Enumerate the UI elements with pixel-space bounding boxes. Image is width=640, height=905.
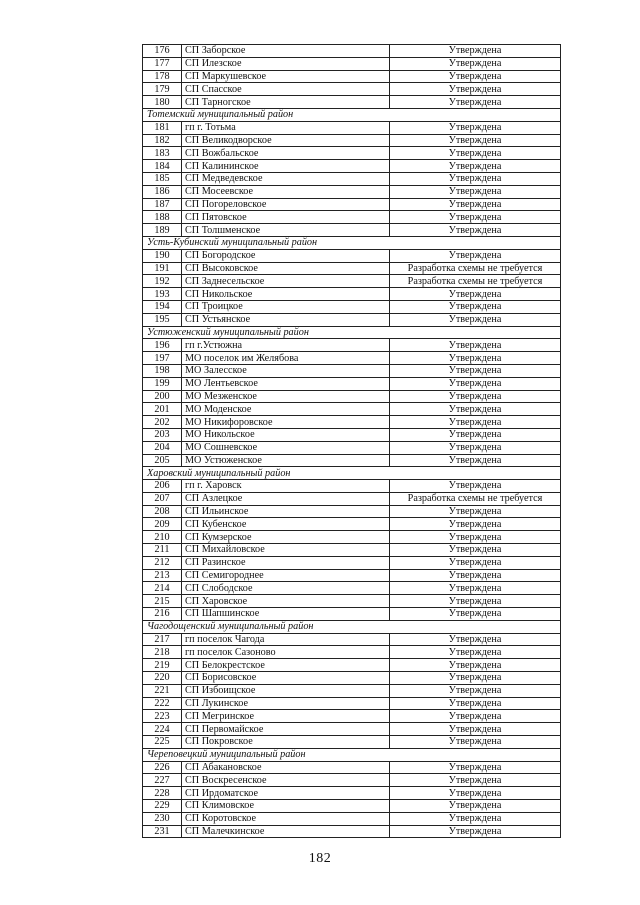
table-row bbox=[143, 185, 561, 198]
status-cell: Утверждена bbox=[390, 454, 561, 467]
settlement-name-cell: СП Спасское bbox=[182, 83, 390, 96]
status-cell: Утверждена bbox=[390, 185, 561, 198]
table-row bbox=[143, 224, 561, 237]
settlement-name-cell: СП Покровское bbox=[182, 736, 390, 749]
row-number-cell: 185 bbox=[143, 172, 182, 185]
row-number-cell: 210 bbox=[143, 531, 182, 544]
row-number-cell: 202 bbox=[143, 416, 182, 429]
row-number-cell: 192 bbox=[143, 275, 182, 288]
settlement-name-cell: СП Илезское bbox=[182, 57, 390, 70]
table-row bbox=[143, 70, 561, 83]
row-number-cell: 207 bbox=[143, 492, 182, 505]
table-row bbox=[143, 288, 561, 301]
table-row bbox=[143, 544, 561, 557]
table-row bbox=[143, 403, 561, 416]
settlement-name-cell: МО Лентьевское bbox=[182, 377, 390, 390]
table-row bbox=[143, 646, 561, 659]
table-row bbox=[143, 812, 561, 825]
settlement-name-cell: СП Коротовское bbox=[182, 812, 390, 825]
settlement-name-cell: СП Тарногское bbox=[182, 96, 390, 109]
status-cell: Утверждена bbox=[390, 633, 561, 646]
settlement-name-cell: СП Климовское bbox=[182, 800, 390, 813]
status-cell: Утверждена bbox=[390, 134, 561, 147]
settlement-name-cell: МО Залесское bbox=[182, 364, 390, 377]
district-title: Устюженский муниципальный район bbox=[143, 326, 561, 339]
table-row bbox=[143, 147, 561, 160]
status-cell: Утверждена bbox=[390, 723, 561, 736]
status-cell: Утверждена bbox=[390, 339, 561, 352]
table-row bbox=[143, 313, 561, 326]
settlement-name-cell: СП Высоковское bbox=[182, 262, 390, 275]
settlement-name-cell: МО Никифоровское bbox=[182, 416, 390, 429]
table-row bbox=[143, 249, 561, 262]
settlement-name-cell: СП Великодворское bbox=[182, 134, 390, 147]
settlement-name-cell: СП Первомайское bbox=[182, 723, 390, 736]
table-row bbox=[143, 262, 561, 275]
status-cell: Утверждена bbox=[390, 211, 561, 224]
settlement-name-cell: гп поселок Чагода bbox=[182, 633, 390, 646]
district-header-row bbox=[143, 108, 561, 121]
table-row bbox=[143, 300, 561, 313]
row-number-cell: 201 bbox=[143, 403, 182, 416]
status-cell: Утверждена bbox=[390, 160, 561, 173]
status-cell: Утверждена bbox=[390, 505, 561, 518]
table-row bbox=[143, 761, 561, 774]
status-cell: Утверждена bbox=[390, 428, 561, 441]
status-cell: Утверждена bbox=[390, 569, 561, 582]
table-row bbox=[143, 672, 561, 685]
settlements-table bbox=[142, 44, 561, 838]
district-title: Чагодощенский муниципальный район bbox=[143, 620, 561, 633]
table-row bbox=[143, 569, 561, 582]
settlement-name-cell: СП Шапшинское bbox=[182, 608, 390, 621]
table-row bbox=[143, 364, 561, 377]
row-number-cell: 218 bbox=[143, 646, 182, 659]
settlement-name-cell: СП Заборское bbox=[182, 45, 390, 58]
settlement-name-cell: СП Малечкинское bbox=[182, 825, 390, 838]
settlement-name-cell: СП Маркушевское bbox=[182, 70, 390, 83]
row-number-cell: 231 bbox=[143, 825, 182, 838]
table-row bbox=[143, 633, 561, 646]
row-number-cell: 221 bbox=[143, 684, 182, 697]
row-number-cell: 206 bbox=[143, 480, 182, 493]
table-row bbox=[143, 339, 561, 352]
settlement-name-cell: МО Устюженское bbox=[182, 454, 390, 467]
settlement-name-cell: СП Борисовское bbox=[182, 672, 390, 685]
row-number-cell: 197 bbox=[143, 352, 182, 365]
status-cell: Утверждена bbox=[390, 761, 561, 774]
status-cell: Утверждена bbox=[390, 288, 561, 301]
table-row bbox=[143, 172, 561, 185]
page-number: 182 bbox=[308, 851, 332, 866]
row-number-cell: 228 bbox=[143, 787, 182, 800]
status-cell: Утверждена bbox=[390, 736, 561, 749]
row-number-cell: 198 bbox=[143, 364, 182, 377]
district-header-row bbox=[143, 467, 561, 480]
table-row bbox=[143, 352, 561, 365]
row-number-cell: 199 bbox=[143, 377, 182, 390]
status-cell: Утверждена bbox=[390, 710, 561, 723]
table-row bbox=[143, 480, 561, 493]
row-number-cell: 209 bbox=[143, 518, 182, 531]
status-cell: Утверждена bbox=[390, 518, 561, 531]
status-cell: Утверждена bbox=[390, 595, 561, 608]
district-header-row bbox=[143, 748, 561, 761]
status-cell: Утверждена bbox=[390, 825, 561, 838]
row-number-cell: 183 bbox=[143, 147, 182, 160]
district-header-row bbox=[143, 620, 561, 633]
row-number-cell: 230 bbox=[143, 812, 182, 825]
status-cell: Утверждена bbox=[390, 224, 561, 237]
row-number-cell: 211 bbox=[143, 544, 182, 557]
settlement-name-cell: СП Мегринское bbox=[182, 710, 390, 723]
table-row bbox=[143, 441, 561, 454]
settlement-name-cell: СП Кубенское bbox=[182, 518, 390, 531]
status-cell: Разработка схемы не требуется bbox=[390, 492, 561, 505]
row-number-cell: 187 bbox=[143, 198, 182, 211]
row-number-cell: 214 bbox=[143, 582, 182, 595]
status-cell: Утверждена bbox=[390, 556, 561, 569]
row-number-cell: 193 bbox=[143, 288, 182, 301]
table-row bbox=[143, 454, 561, 467]
settlement-name-cell: СП Ильинское bbox=[182, 505, 390, 518]
row-number-cell: 189 bbox=[143, 224, 182, 237]
row-number-cell: 217 bbox=[143, 633, 182, 646]
district-header-row bbox=[143, 236, 561, 249]
row-number-cell: 208 bbox=[143, 505, 182, 518]
district-title: Харовский муниципальный район bbox=[143, 467, 561, 480]
status-cell: Утверждена bbox=[390, 544, 561, 557]
settlement-name-cell: СП Слободское bbox=[182, 582, 390, 595]
settlement-name-cell: СП Толшменское bbox=[182, 224, 390, 237]
settlement-name-cell: СП Мосеевское bbox=[182, 185, 390, 198]
row-number-cell: 181 bbox=[143, 121, 182, 134]
row-number-cell: 179 bbox=[143, 83, 182, 96]
row-number-cell: 182 bbox=[143, 134, 182, 147]
row-number-cell: 225 bbox=[143, 736, 182, 749]
settlement-name-cell: СП Воскресенское bbox=[182, 774, 390, 787]
row-number-cell: 212 bbox=[143, 556, 182, 569]
settlement-name-cell: СП Вожбальское bbox=[182, 147, 390, 160]
settlement-name-cell: СП Медведевское bbox=[182, 172, 390, 185]
table-row bbox=[143, 416, 561, 429]
row-number-cell: 176 bbox=[143, 45, 182, 58]
table-row bbox=[143, 390, 561, 403]
table-row bbox=[143, 736, 561, 749]
row-number-cell: 222 bbox=[143, 697, 182, 710]
row-number-cell: 194 bbox=[143, 300, 182, 313]
status-cell: Утверждена bbox=[390, 416, 561, 429]
settlement-name-cell: СП Разинское bbox=[182, 556, 390, 569]
row-number-cell: 219 bbox=[143, 659, 182, 672]
row-number-cell: 203 bbox=[143, 428, 182, 441]
row-number-cell: 180 bbox=[143, 96, 182, 109]
status-cell: Утверждена bbox=[390, 800, 561, 813]
status-cell: Утверждена bbox=[390, 377, 561, 390]
table-row bbox=[143, 800, 561, 813]
status-cell: Утверждена bbox=[390, 441, 561, 454]
status-cell: Утверждена bbox=[390, 45, 561, 58]
district-title: Усть-Кубинский муниципальный район bbox=[143, 236, 561, 249]
settlement-name-cell: СП Лукинское bbox=[182, 697, 390, 710]
table-row bbox=[143, 582, 561, 595]
settlement-name-cell: СП Абакановское bbox=[182, 761, 390, 774]
status-cell: Разработка схемы не требуется bbox=[390, 262, 561, 275]
settlement-name-cell: СП Троицкое bbox=[182, 300, 390, 313]
row-number-cell: 229 bbox=[143, 800, 182, 813]
status-cell: Утверждена bbox=[390, 172, 561, 185]
status-cell: Утверждена bbox=[390, 198, 561, 211]
settlement-name-cell: МО Сошневское bbox=[182, 441, 390, 454]
status-cell: Утверждена bbox=[390, 403, 561, 416]
status-cell: Утверждена bbox=[390, 659, 561, 672]
row-number-cell: 196 bbox=[143, 339, 182, 352]
settlement-name-cell: СП Никольское bbox=[182, 288, 390, 301]
status-cell: Утверждена bbox=[390, 147, 561, 160]
table-row bbox=[143, 211, 561, 224]
row-number-cell: 186 bbox=[143, 185, 182, 198]
row-number-cell: 224 bbox=[143, 723, 182, 736]
status-cell: Утверждена bbox=[390, 608, 561, 621]
settlement-name-cell: СП Азлецкое bbox=[182, 492, 390, 505]
table-row bbox=[143, 608, 561, 621]
table-row bbox=[143, 134, 561, 147]
table-row bbox=[143, 160, 561, 173]
settlement-name-cell: СП Калининское bbox=[182, 160, 390, 173]
status-cell: Утверждена bbox=[390, 774, 561, 787]
table-row bbox=[143, 505, 561, 518]
status-cell: Утверждена bbox=[390, 249, 561, 262]
table-row bbox=[143, 723, 561, 736]
settlement-name-cell: МО Никольское bbox=[182, 428, 390, 441]
row-number-cell: 188 bbox=[143, 211, 182, 224]
status-cell: Утверждена bbox=[390, 390, 561, 403]
table-row bbox=[143, 787, 561, 800]
status-cell: Утверждена bbox=[390, 672, 561, 685]
status-cell: Утверждена bbox=[390, 646, 561, 659]
table-row bbox=[143, 595, 561, 608]
district-title: Тотемский муниципальный район bbox=[143, 108, 561, 121]
table-row bbox=[143, 83, 561, 96]
status-cell: Утверждена bbox=[390, 352, 561, 365]
table-row bbox=[143, 45, 561, 58]
district-title: Череповецкий муниципальный район bbox=[143, 748, 561, 761]
table-row bbox=[143, 428, 561, 441]
table-row bbox=[143, 556, 561, 569]
status-cell: Утверждена bbox=[390, 313, 561, 326]
status-cell: Утверждена bbox=[390, 582, 561, 595]
status-cell: Утверждена bbox=[390, 684, 561, 697]
row-number-cell: 215 bbox=[143, 595, 182, 608]
table-row bbox=[143, 697, 561, 710]
settlement-name-cell: МО Моденское bbox=[182, 403, 390, 416]
row-number-cell: 226 bbox=[143, 761, 182, 774]
settlement-name-cell: СП Заднесельское bbox=[182, 275, 390, 288]
table-row bbox=[143, 275, 561, 288]
row-number-cell: 220 bbox=[143, 672, 182, 685]
table-row bbox=[143, 659, 561, 672]
row-number-cell: 177 bbox=[143, 57, 182, 70]
row-number-cell: 178 bbox=[143, 70, 182, 83]
table-row bbox=[143, 96, 561, 109]
settlement-name-cell: гп поселок Сазоново bbox=[182, 646, 390, 659]
settlement-name-cell: СП Семигороднее bbox=[182, 569, 390, 582]
row-number-cell: 184 bbox=[143, 160, 182, 173]
settlement-name-cell: СП Ирдоматское bbox=[182, 787, 390, 800]
row-number-cell: 204 bbox=[143, 441, 182, 454]
settlement-name-cell: СП Устьянское bbox=[182, 313, 390, 326]
settlement-name-cell: гп г. Харовск bbox=[182, 480, 390, 493]
table-row bbox=[143, 198, 561, 211]
status-cell: Утверждена bbox=[390, 697, 561, 710]
table-row bbox=[143, 377, 561, 390]
table-row bbox=[143, 492, 561, 505]
row-number-cell: 200 bbox=[143, 390, 182, 403]
table-row bbox=[143, 121, 561, 134]
status-cell: Утверждена bbox=[390, 121, 561, 134]
settlements-table-body bbox=[143, 45, 561, 838]
status-cell: Утверждена bbox=[390, 83, 561, 96]
status-cell: Утверждена bbox=[390, 300, 561, 313]
table-row bbox=[143, 774, 561, 787]
district-header-row bbox=[143, 326, 561, 339]
status-cell: Утверждена bbox=[390, 787, 561, 800]
row-number-cell: 223 bbox=[143, 710, 182, 723]
row-number-cell: 195 bbox=[143, 313, 182, 326]
settlement-name-cell: гп г.Устюжна bbox=[182, 339, 390, 352]
settlement-name-cell: МО поселок им Желябова bbox=[182, 352, 390, 365]
row-number-cell: 213 bbox=[143, 569, 182, 582]
row-number-cell: 191 bbox=[143, 262, 182, 275]
settlement-name-cell: СП Михайловское bbox=[182, 544, 390, 557]
table-row bbox=[143, 531, 561, 544]
table-row bbox=[143, 518, 561, 531]
table-row bbox=[143, 710, 561, 723]
status-cell: Разработка схемы не требуется bbox=[390, 275, 561, 288]
settlement-name-cell: СП Кумзерское bbox=[182, 531, 390, 544]
table-row bbox=[143, 684, 561, 697]
status-cell: Утверждена bbox=[390, 70, 561, 83]
row-number-cell: 216 bbox=[143, 608, 182, 621]
status-cell: Утверждена bbox=[390, 96, 561, 109]
status-cell: Утверждена bbox=[390, 364, 561, 377]
settlement-name-cell: гп г. Тотьма bbox=[182, 121, 390, 134]
settlement-name-cell: МО Мезженское bbox=[182, 390, 390, 403]
row-number-cell: 205 bbox=[143, 454, 182, 467]
status-cell: Утверждена bbox=[390, 531, 561, 544]
table-row bbox=[143, 57, 561, 70]
settlement-name-cell: СП Белокрестское bbox=[182, 659, 390, 672]
row-number-cell: 227 bbox=[143, 774, 182, 787]
status-cell: Утверждена bbox=[390, 57, 561, 70]
settlement-name-cell: СП Погореловское bbox=[182, 198, 390, 211]
settlement-name-cell: СП Харовское bbox=[182, 595, 390, 608]
status-cell: Утверждена bbox=[390, 480, 561, 493]
settlement-name-cell: СП Пятовское bbox=[182, 211, 390, 224]
status-cell: Утверждена bbox=[390, 812, 561, 825]
settlement-name-cell: СП Избоищское bbox=[182, 684, 390, 697]
table-row bbox=[143, 825, 561, 838]
row-number-cell: 190 bbox=[143, 249, 182, 262]
settlement-name-cell: СП Богородское bbox=[182, 249, 390, 262]
